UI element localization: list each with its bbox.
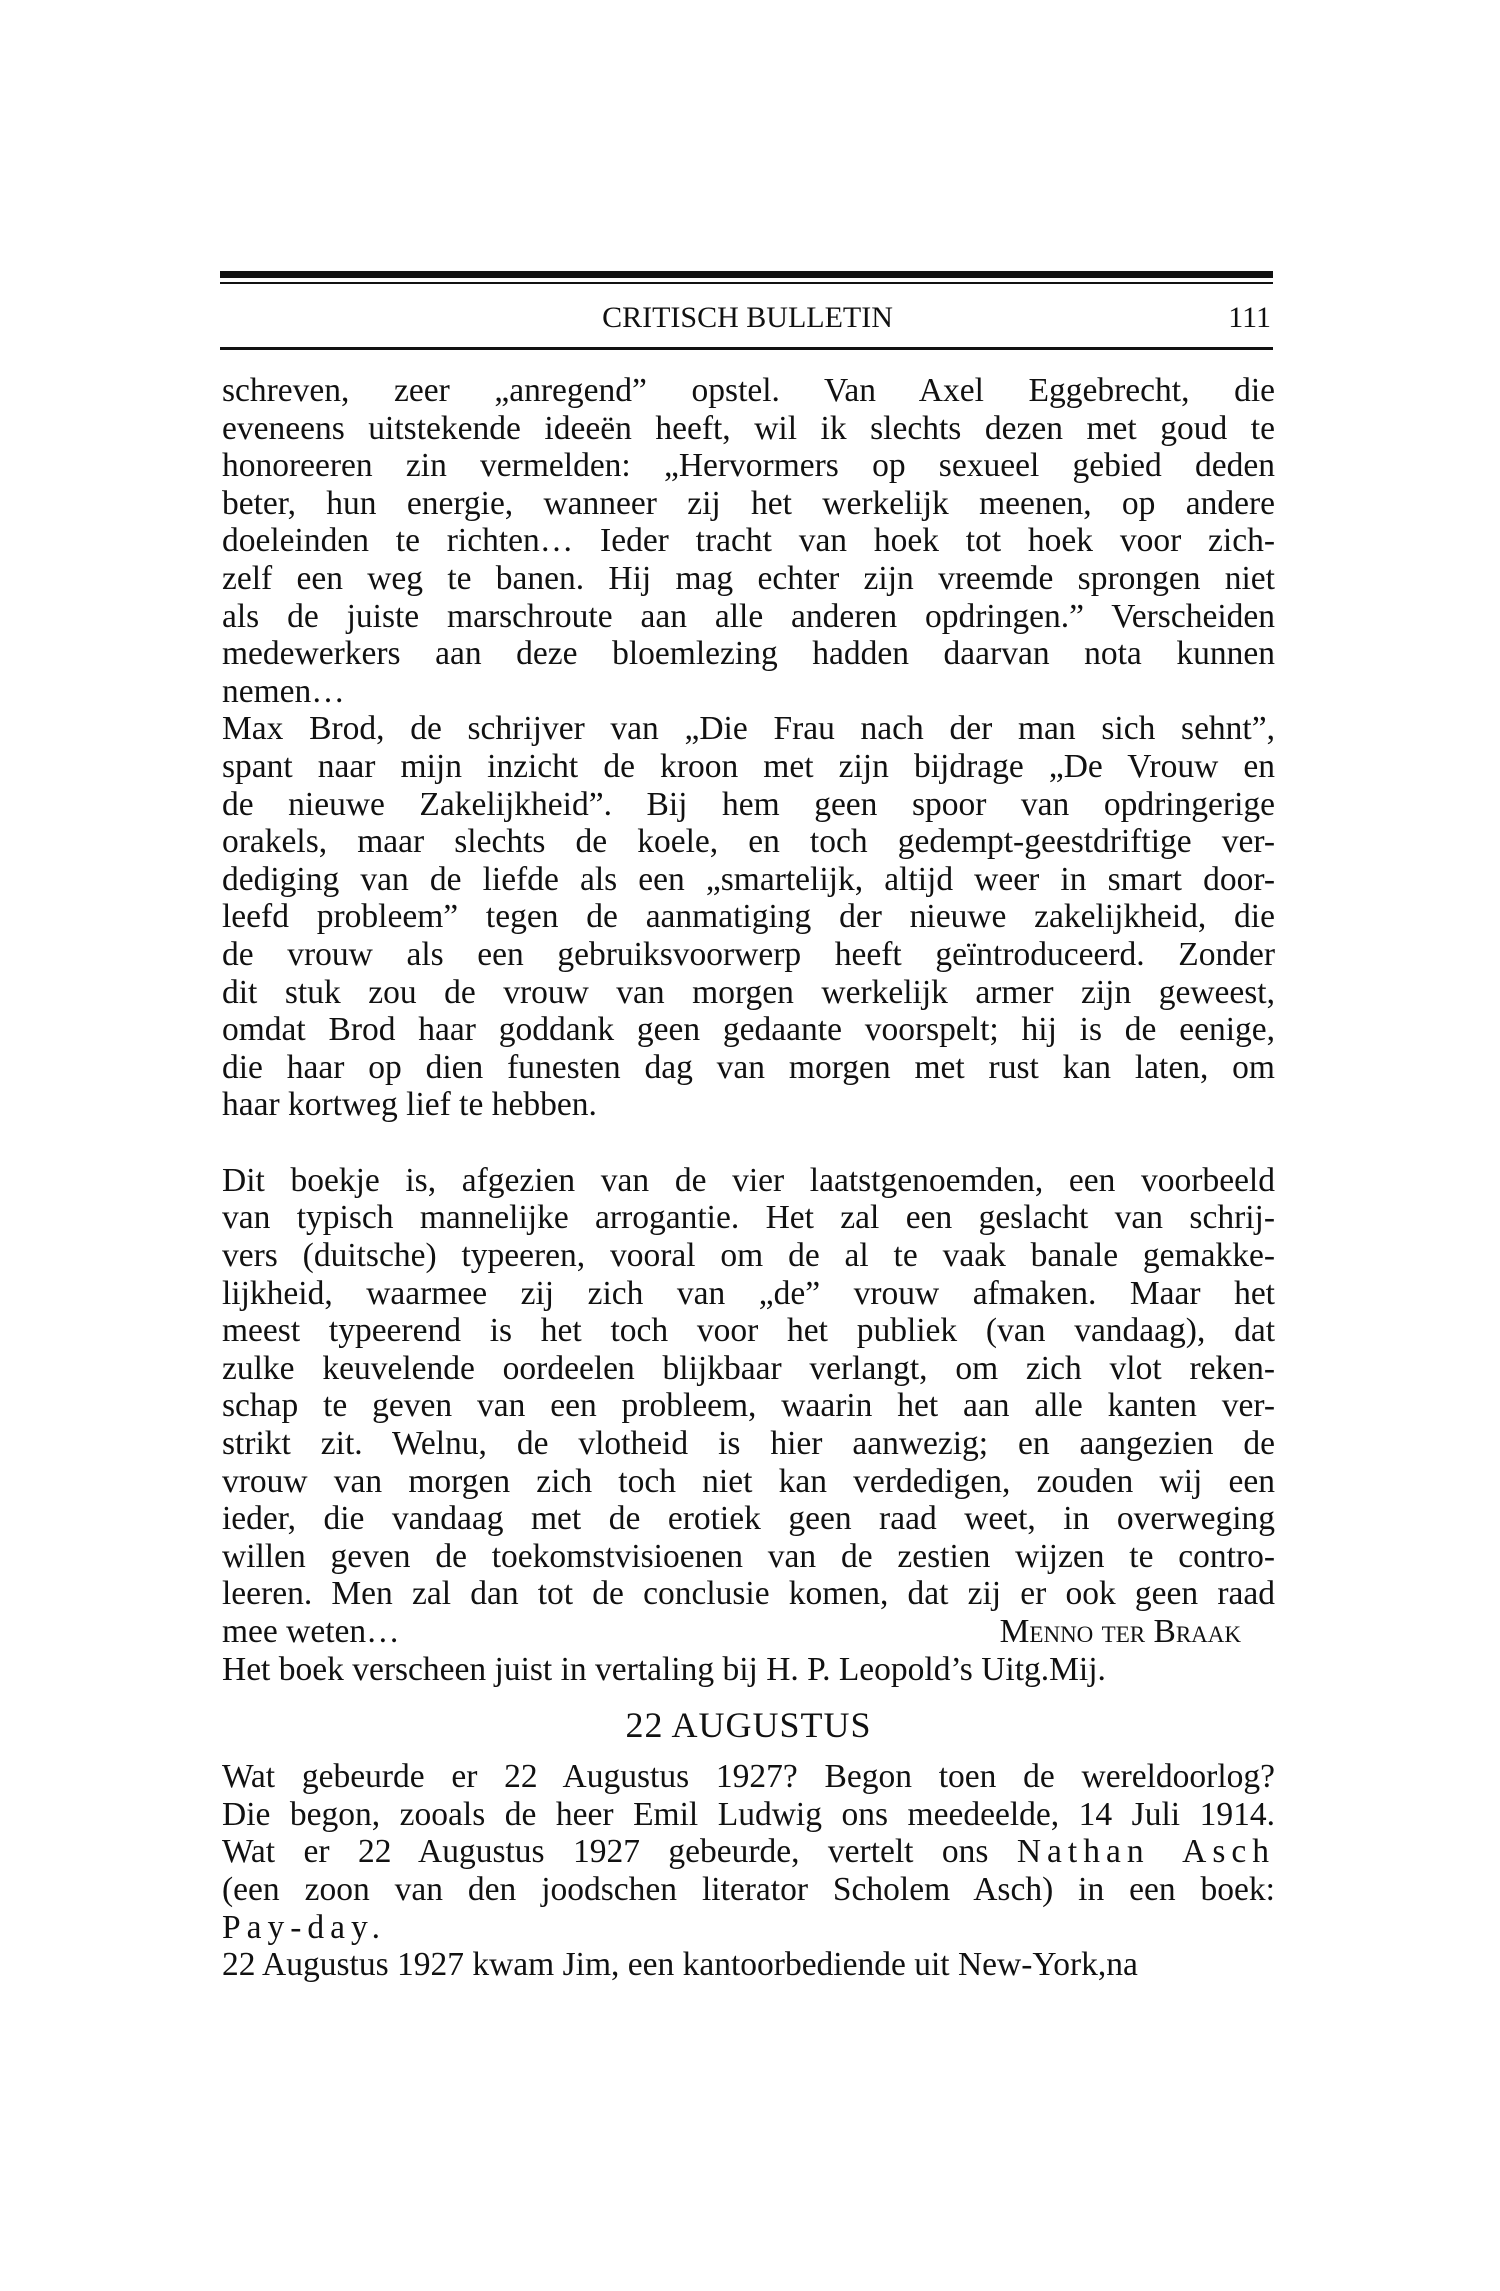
text-line: zulke keuvelende oordeelen blijkbaar verlangt, om zich vlot reken-	[222, 1349, 1275, 1387]
author-signature: Menno ter Braak	[999, 1613, 1241, 1650]
text-line: haar kortweg lief te hebben.	[222, 1086, 597, 1124]
text-line: vers (duitsche) typeeren, vooral om de al te vaak banale gemakke-	[222, 1237, 1275, 1275]
paragraph-conclusion	[222, 1162, 1275, 1688]
text-line: dediging van de liefde als een „smartelijk, altijd weer in smart door-	[222, 860, 1275, 898]
text-line: Wat gebeurde er 22 Augustus 1927? Begon toen de wereldoorlog?	[222, 1758, 1275, 1796]
header-rule-thick	[220, 271, 1273, 278]
section-heading: 22 AUGUSTUS	[625, 1705, 872, 1746]
header-rule-bottom	[220, 347, 1273, 350]
text-line: leeren. Men zal dan tot de conclusie komen, dat zij er ook geen raad	[222, 1575, 1275, 1613]
text-line: schap te geven van een probleem, waarin het aan alle kanten ver-	[222, 1387, 1275, 1425]
header-rule-thin	[220, 282, 1273, 284]
text-line: medewerkers aan deze bloemlezing hadden daarvan nota kunnen	[222, 635, 1275, 673]
text-line: meest typeerend is het toch voor het publiek (van vandaag), dat	[222, 1312, 1275, 1350]
text-line: die haar op dien funesten dag van morgen met rust kan laten, om	[222, 1048, 1275, 1086]
paragraph-gap	[222, 1124, 1275, 1162]
text-line: spant naar mijn inzicht de kroon met zijn bijdrage „De Vrouw en	[222, 747, 1275, 785]
author-name-spaced: Nathan Asch	[1016, 1833, 1275, 1871]
text-line: 22 Augustus 1927 kwam Jim, een kantoorbediende uit New-York,na	[222, 1946, 1138, 1984]
text-line: beter, hun energie, wanneer zij het werkelijk meenen, op andere	[222, 484, 1275, 522]
signature-line	[222, 1613, 1275, 1651]
text-line: Dit boekje is, afgezien van de vier laatstgenoemden, een voorbeeld	[222, 1161, 1275, 1199]
text-line: eveneens uitstekende ideeën heeft, wil ik slechts dezen met goud te	[222, 409, 1275, 447]
text-line: honoreeren zin vermelden: „Hervormers op sexueel gebied deden	[222, 447, 1275, 485]
text-line: zelf een weg te banen. Hij mag echter zijn vreemde sprongen niet	[222, 559, 1275, 597]
paragraph-eggebrecht	[222, 372, 1275, 710]
text-line: (een zoon van den joodschen literator Scholem Asch) in een boek:	[222, 1870, 1275, 1908]
text-line	[222, 1833, 1275, 1871]
text-line: schreven, zeer „anregend” opstel. Van Axel Eggebrecht, die	[222, 372, 1275, 409]
text-line: orakels, maar slechts de koele, en toch gedempt-geestdriftige ver-	[222, 823, 1275, 861]
text-line: vrouw van morgen zich toch niet kan verdedigen, zouden wij een	[222, 1462, 1275, 1500]
paragraph-22-augustus	[222, 1758, 1275, 1984]
text-line: nemen…	[222, 672, 345, 710]
page-number: 111	[1228, 301, 1271, 334]
text-line: lijkheid, waarmee zij zich van „de” vrouw afmaken. Maar het	[222, 1274, 1275, 1312]
text-line: dit stuk zou de vrouw van morgen werkelijk armer zijn geweest,	[222, 973, 1275, 1011]
text-line: van typisch mannelijke arrogantie. Het zal een geslacht van schrij-	[222, 1199, 1275, 1237]
text-line: Die begon, zooals de heer Emil Ludwig ons meedeelde, 14 Juli 1914.	[222, 1795, 1275, 1833]
text-line: de vrouw als een gebruiksvoorwerp heeft geïntroduceerd. Zonder	[222, 935, 1275, 973]
text-line: ieder, die vandaag met de erotiek geen raad weet, in overweging	[222, 1500, 1275, 1538]
running-title: CRITISCH BULLETIN	[602, 301, 893, 334]
publisher-note: Het boek verscheen juist in vertaling bij H. P. Leopold’s Uitg.Mij.	[222, 1650, 1106, 1688]
text-line: omdat Brod haar goddank geen gedaante voorspelt; hij is de eenige,	[222, 1011, 1275, 1049]
text-segment: Wat er 22 Augustus 1927 gebeurde, vertelt ons	[222, 1833, 989, 1871]
text-line: willen geven de toekomstvisioenen van de zestien wijzen te contro-	[222, 1537, 1275, 1575]
book-title-spaced: Pay-day.	[222, 1908, 386, 1946]
running-head	[222, 296, 1273, 340]
text-line: leefd probleem” tegen de aanmatiging der nieuwe zakelijkheid, die	[222, 898, 1275, 936]
body-text	[222, 372, 1275, 1984]
text-line: doeleinden te richten… Ieder tracht van hoek tot hoek voor zich-	[222, 522, 1275, 560]
text-line: de nieuwe Zakelijkheid”. Bij hem geen spoor van opdringerige	[222, 785, 1275, 823]
text-line: Max Brod, de schrijver van „Die Frau nach der man sich sehnt”,	[222, 710, 1275, 748]
text-line: strikt zit. Welnu, de vlotheid is hier aanwezig; en aangezien de	[222, 1425, 1275, 1463]
paragraph-max-brod	[222, 710, 1275, 1124]
closing-text: mee weten…	[222, 1613, 400, 1650]
text-line: als de juiste marschroute aan alle anderen opdringen.” Verscheiden	[222, 597, 1275, 635]
